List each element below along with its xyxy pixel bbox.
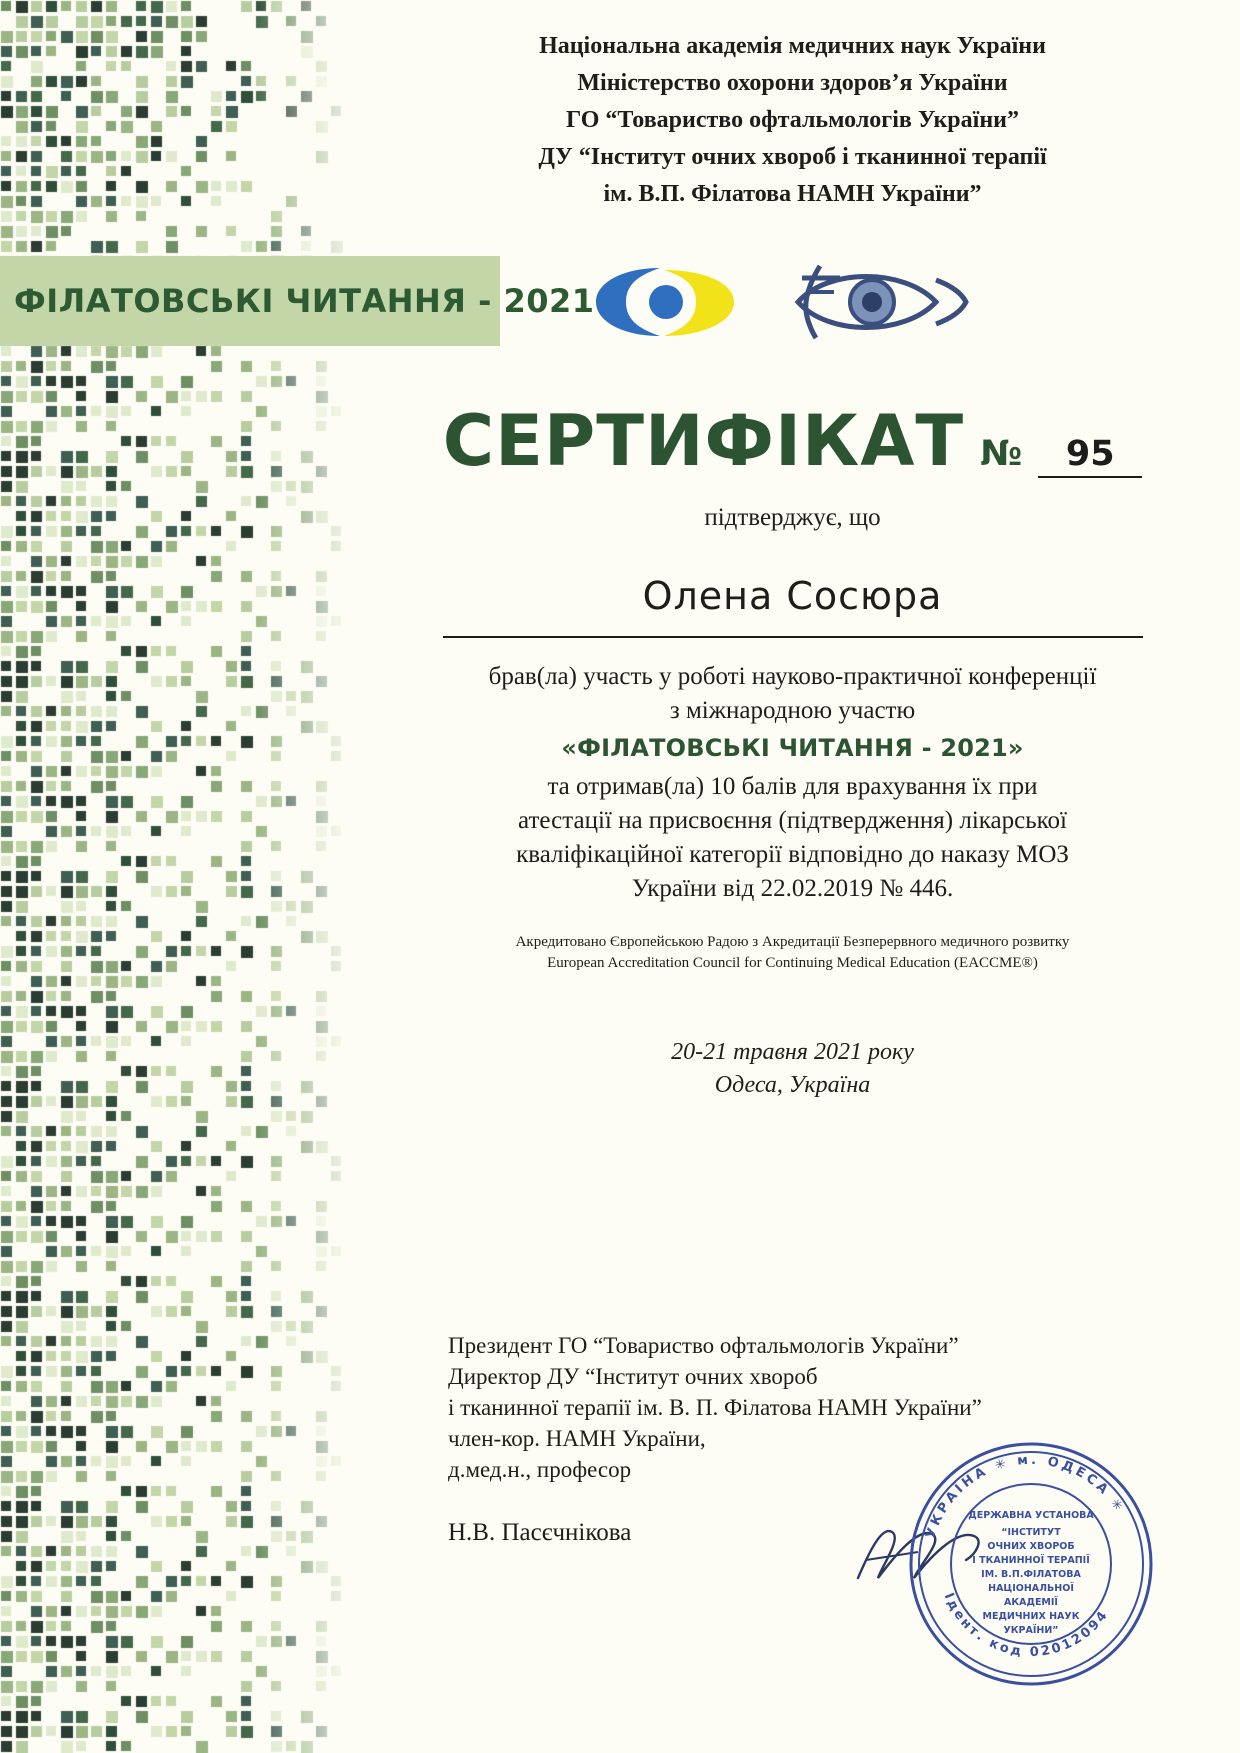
header-line-4: ДУ “Інститут очних хвороб і тканинної терапії xyxy=(538,144,1047,170)
svg-text:УКРАЇНИ”: УКРАЇНИ” xyxy=(1003,1625,1059,1636)
header-line-1: Національна академія медичних наук України xyxy=(539,33,1046,59)
conference-title-band xyxy=(0,256,595,346)
accreditation-line-2: European Accreditation Council for Continuing Medical Education (EACCME®) xyxy=(547,955,1038,971)
accreditation-line-1: Акредитовано Європейською Радою з Акредитації Безперервного медичного розвитку xyxy=(515,934,1070,950)
accreditation-note xyxy=(345,932,1240,974)
participation-paragraph xyxy=(345,660,1240,728)
event-name: «ФІЛАТОВСЬКІ ЧИТАННЯ - 2021» xyxy=(561,734,1024,762)
certificate-body xyxy=(345,400,1240,1102)
certificate-title-row xyxy=(345,400,1240,482)
svg-text:Ідент. код 02012094: Ідент. код 02012094 xyxy=(940,1591,1113,1661)
header-line-5: ім. В.П. Філатова НАМН України” xyxy=(603,181,982,207)
signatory-title-1: Президент ГО “Товариство офтальмологів України” xyxy=(448,1333,959,1358)
signatory-title-3: і тканинної терапії ім. В. П. Філатова НАМН України” xyxy=(448,1395,982,1420)
svg-text:ДЕРЖАВНА УСТАНОВА: ДЕРЖАВНА УСТАНОВА xyxy=(968,1510,1094,1521)
credits-paragraph xyxy=(345,770,1240,906)
svg-text:ОЧНИХ ХВОРОБ: ОЧНИХ ХВОРОБ xyxy=(987,1541,1075,1552)
svg-text:МЕДИЧНИХ НАУК: МЕДИЧНИХ НАУК xyxy=(982,1611,1080,1622)
credits-line-2: атестації на присвоєння (підтвердження) лікарської xyxy=(518,807,1067,834)
svg-text:АКАДЕМІЇ: АКАДЕМІЇ xyxy=(1004,1597,1058,1608)
credits-line-1: та отримав(ла) 10 балів для врахування їх при xyxy=(547,773,1038,800)
participation-line-1: брав(ла) участь у роботі науково-практичної конференції xyxy=(488,663,1097,690)
official-stamp xyxy=(905,1438,1157,1690)
credits-line-4: України від 22.02.2019 № 446. xyxy=(631,875,954,902)
svg-text:І ТКАНИННОЇ ТЕРАПІЇ: І ТКАНИННОЇ ТЕРАПІЇ xyxy=(972,1555,1090,1566)
recipient-name: Олена Сосюра xyxy=(642,574,943,618)
signatory-title-4: член-кор. НАМН України, xyxy=(448,1426,706,1451)
participation-line-2: з міжнародною участю xyxy=(669,697,916,724)
confirms-text: підтверджує, що xyxy=(704,504,881,531)
recipient-underline xyxy=(443,636,1143,638)
ophthalmology-society-logo-icon xyxy=(590,264,740,345)
svg-text:“ІНСТИТУТ: “ІНСТИТУТ xyxy=(1001,1527,1061,1538)
header-line-3: ГО “Товариство офтальмологів України” xyxy=(566,107,1019,133)
event-date: 20-21 травня 2021 року xyxy=(671,1039,914,1065)
certificate-number-label: № xyxy=(980,434,1023,474)
event-place: Одеса, Україна xyxy=(714,1072,871,1098)
filatov-institute-eye-logo-icon xyxy=(786,262,971,347)
signatory-title-5: д.мед.н., професор xyxy=(448,1457,632,1482)
organisation-header xyxy=(345,28,1240,213)
logo-group xyxy=(590,262,971,347)
svg-text:УКРАЇНА ✳ м. ОДЕСА ✳: УКРАЇНА ✳ м. ОДЕСА ✳ xyxy=(923,1452,1128,1541)
credits-line-3: кваліфікаційної категорії відповідно до наказу МОЗ xyxy=(516,841,1069,868)
certificate-number-value: 95 xyxy=(1038,434,1142,478)
svg-text:НАЦІОНАЛЬНОЇ: НАЦІОНАЛЬНОЇ xyxy=(988,1583,1074,1594)
svg-text:ІМ. В.П.ФІЛАТОВА: ІМ. В.П.ФІЛАТОВА xyxy=(981,1569,1081,1580)
signatory-title-2: Директор ДУ “Інститут очних хвороб xyxy=(448,1364,818,1389)
page-title: СЕРТИФІКАТ xyxy=(442,400,965,482)
header-line-2: Міністерство охорони здоров’я України xyxy=(577,70,1008,96)
signatory-name: Н.В. Пасєчнікова xyxy=(448,1519,632,1546)
date-place-block xyxy=(345,1036,1240,1102)
conference-title-text: ФІЛАТОВСЬКІ ЧИТАННЯ - 2021 xyxy=(14,282,595,320)
